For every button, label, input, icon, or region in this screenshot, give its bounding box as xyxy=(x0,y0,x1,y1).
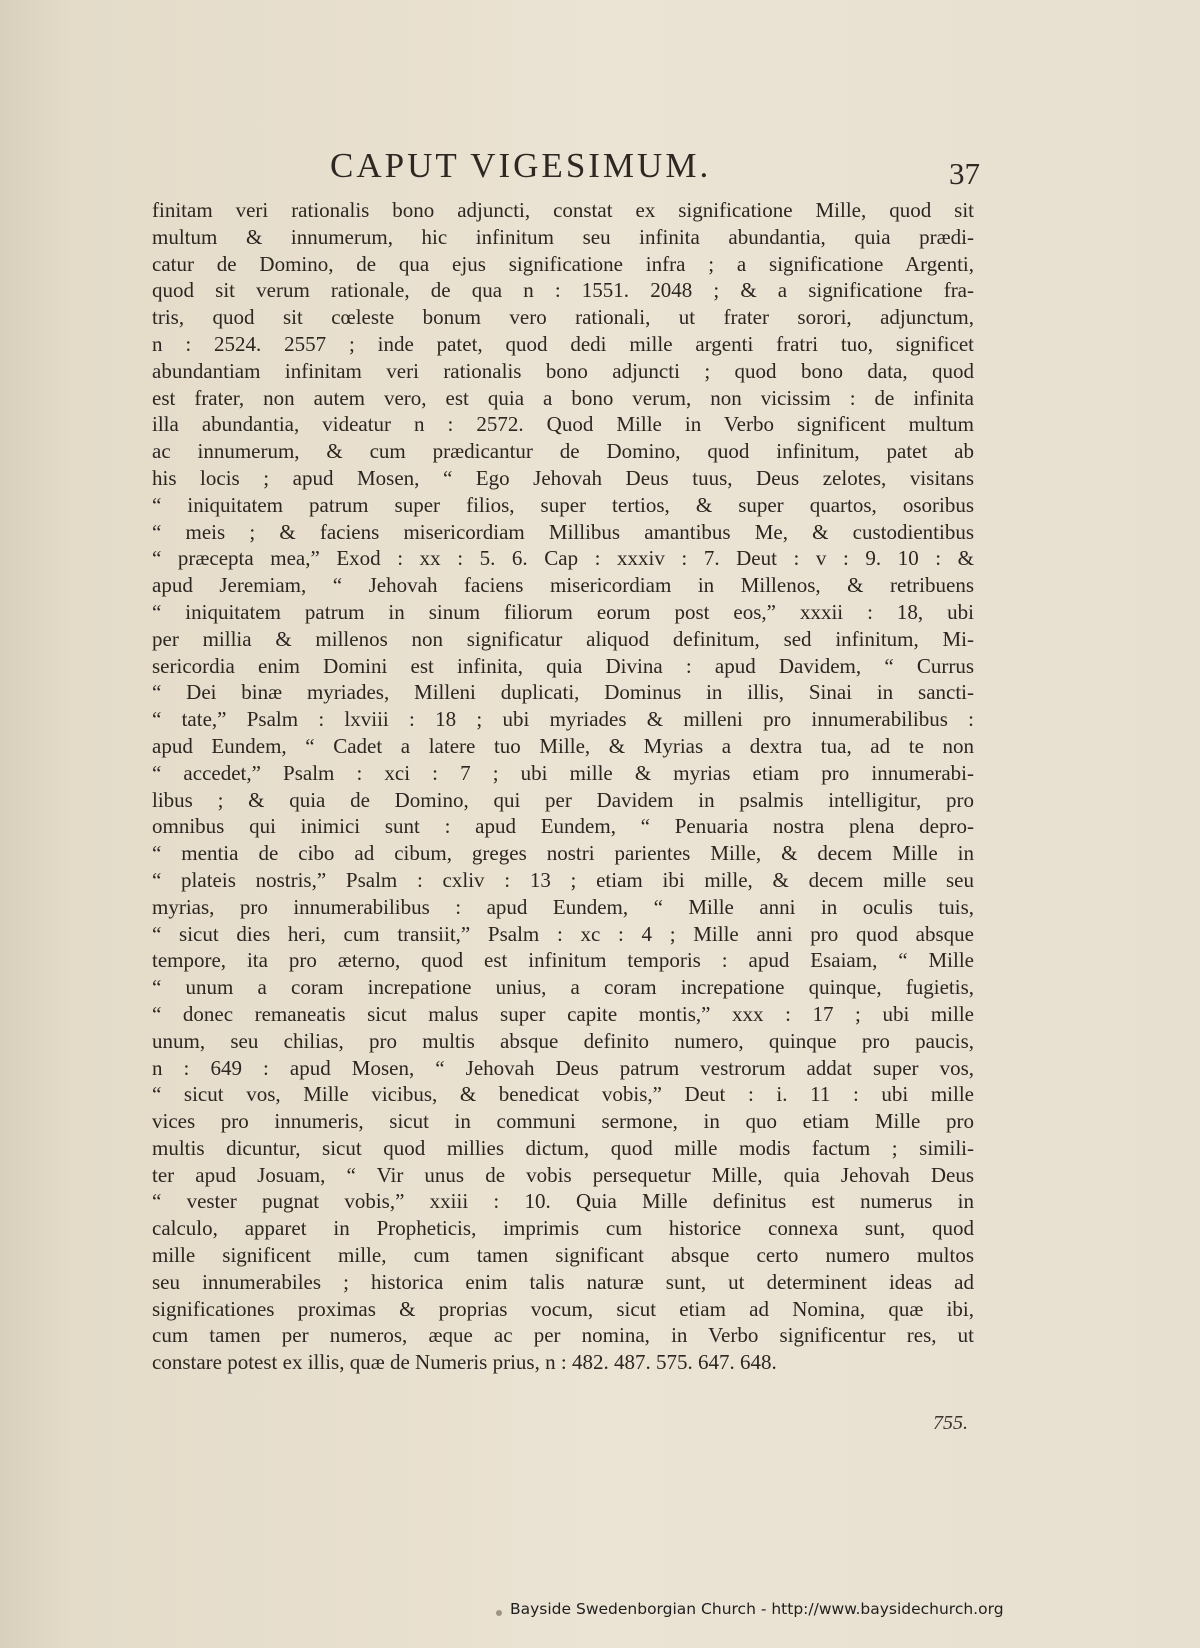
text-line: “ mentia de cibo ad cibum, greges nostri parientes Mille, & decem Mille in xyxy=(152,841,974,866)
text-line: sericordia enim Domini est infinita, quia Divina : apud Davidem, “ Currus xyxy=(152,653,974,678)
text-line: ac innumerum, & cum prædicantur de Domino, quod infinitum, patet ab xyxy=(152,439,974,464)
text-line: his locis ; apud Mosen, “ Ego Jehovah Deus tuus, Deus zelotes, visitans xyxy=(152,465,974,490)
text-line: myrias, pro innumerabilibus : apud Eundem, “ Mille anni in oculis tuis, xyxy=(152,894,974,919)
text-line: ter apud Josuam, “ Vir unus de vobis persequetur Mille, quia Jehovah Deus xyxy=(152,1162,974,1187)
text-line: “ vester pugnat vobis,” xxiii : 10. Quia Mille definitus est numerus in xyxy=(152,1189,974,1214)
text-line: est frater, non autem vero, est quia a bono verum, non vicissim : de infinita xyxy=(152,385,974,410)
text-line: multis dicuntur, sicut quod millies dictum, quod mille modis factum ; simili- xyxy=(152,1135,974,1160)
text-line: “ sicut vos, Mille vicibus, & benedicat vobis,” Deut : i. 11 : ubi mille xyxy=(152,1082,974,1107)
catchword: 755. xyxy=(933,1412,968,1434)
text-line: “ meis ; & faciens misericordiam Millibus amantibus Me, & custodientibus xyxy=(152,519,974,544)
text-line: tris, quod sit cœleste bonum vero rationali, ut frater sorori, adjunctum, xyxy=(152,305,974,330)
text-line: cum tamen per numeros, æque ac per nomina, in Verbo significentur res, ut xyxy=(152,1323,974,1348)
text-line: finitam veri rationalis bono adjuncti, constat ex significatione Mille, quod sit xyxy=(152,198,974,222)
text-line: per millia & millenos non significatur aliquod definitum, sed infinitum, Mi- xyxy=(152,626,974,651)
text-line: catur de Domino, de qua ejus significatione infra ; a significatione Argenti, xyxy=(152,251,974,276)
page-number: 37 xyxy=(949,156,980,191)
footer-text: Bayside Swedenborgian Church - http://www.baysidechurch.org xyxy=(510,1600,1004,1618)
text-line: significationes proximas & proprias vocum, sicut etiam ad Nomina, quæ ibi, xyxy=(152,1296,974,1321)
running-title: CAPUT VIGESIMUM. xyxy=(330,146,712,185)
text-line: n : 649 : apud Mosen, “ Jehovah Deus patrum vestrorum addat super vos, xyxy=(152,1055,974,1080)
text-line: omnibus qui inimici sunt : apud Eundem, “ Penuaria nostra plena depro- xyxy=(152,814,974,839)
text-line: constare potest ex illis, quæ de Numeris prius, n : 482. 487. 575. 647. 648. xyxy=(152,1350,777,1375)
text-line: n : 2524. 2557 ; inde patet, quod dedi mille argenti fratri tuo, significet xyxy=(152,331,974,356)
text-line: apud Jeremiam, “ Jehovah faciens misericordiam in Millenos, & retribuens xyxy=(152,573,974,598)
text-line: seu innumerabiles ; historica enim talis naturæ sunt, ut determinent ideas ad xyxy=(152,1269,974,1294)
text-line: abundantiam infinitam veri rationalis bono adjuncti ; quod bono data, quod xyxy=(152,358,974,383)
text-line: “ plateis nostris,” Psalm : cxliv : 13 ; etiam ibi mille, & decem mille seu xyxy=(152,867,974,892)
dot-icon xyxy=(496,1610,502,1616)
page-header xyxy=(150,146,980,196)
body-text xyxy=(152,197,974,1376)
text-line: tempore, ita pro æterno, quod est infinitum temporis : apud Esaiam, “ Mille xyxy=(152,948,974,973)
text-line: illa abundantia, videatur n : 2572. Quod Mille in Verbo significent multum xyxy=(152,412,974,437)
text-line: “ accedet,” Psalm : xci : 7 ; ubi mille & myrias etiam pro innumerabi- xyxy=(152,760,974,785)
text-line: “ iniquitatem patrum in sinum filiorum eorum post eos,” xxxii : 18, ubi xyxy=(152,599,974,624)
text-line: calculo, apparet in Propheticis, imprimis cum historice connexa sunt, quod xyxy=(152,1216,974,1241)
footer-watermark xyxy=(496,1600,1004,1618)
text-line: “ unum a coram increpatione unius, a coram increpatione quinque, fugietis, xyxy=(152,975,974,1000)
text-line: libus ; & quia de Domino, qui per Davidem in psalmis intelligitur, pro xyxy=(152,787,974,812)
text-line: “ donec remaneatis sicut malus super capite montis,” xxx : 17 ; ubi mille xyxy=(152,1001,974,1026)
text-line: “ iniquitatem patrum super filios, super tertios, & super quartos, osoribus xyxy=(152,492,974,517)
text-line: “ tate,” Psalm : lxviii : 18 ; ubi myriades & milleni pro innumerabilibus : xyxy=(152,707,974,732)
text-line: quod sit verum rationale, de qua n : 1551. 2048 ; & a significatione fra- xyxy=(152,278,974,303)
text-line: “ sicut dies heri, cum transiit,” Psalm : xc : 4 ; Mille anni pro quod absque xyxy=(152,921,974,946)
text-line: apud Eundem, “ Cadet a latere tuo Mille, & Myrias a dextra tua, ad te non xyxy=(152,733,974,758)
text-line: unum, seu chilias, pro multis absque definito numero, quinque pro paucis, xyxy=(152,1028,974,1053)
text-line: mille significent mille, cum tamen significant absque certo numero multos xyxy=(152,1243,974,1268)
text-line: “ præcepta mea,” Exod : xx : 5. 6. Cap : xxxiv : 7. Deut : v : 9. 10 : & xyxy=(152,546,974,571)
text-line: vices pro innumeris, sicut in communi sermone, in quo etiam Mille pro xyxy=(152,1109,974,1134)
text-line: “ Dei binæ myriades, Milleni duplicati, Dominus in illis, Sinai in sancti- xyxy=(152,680,974,705)
text-line: multum & innumerum, hic infinitum seu infinita abundantia, quia prædi- xyxy=(152,224,974,249)
